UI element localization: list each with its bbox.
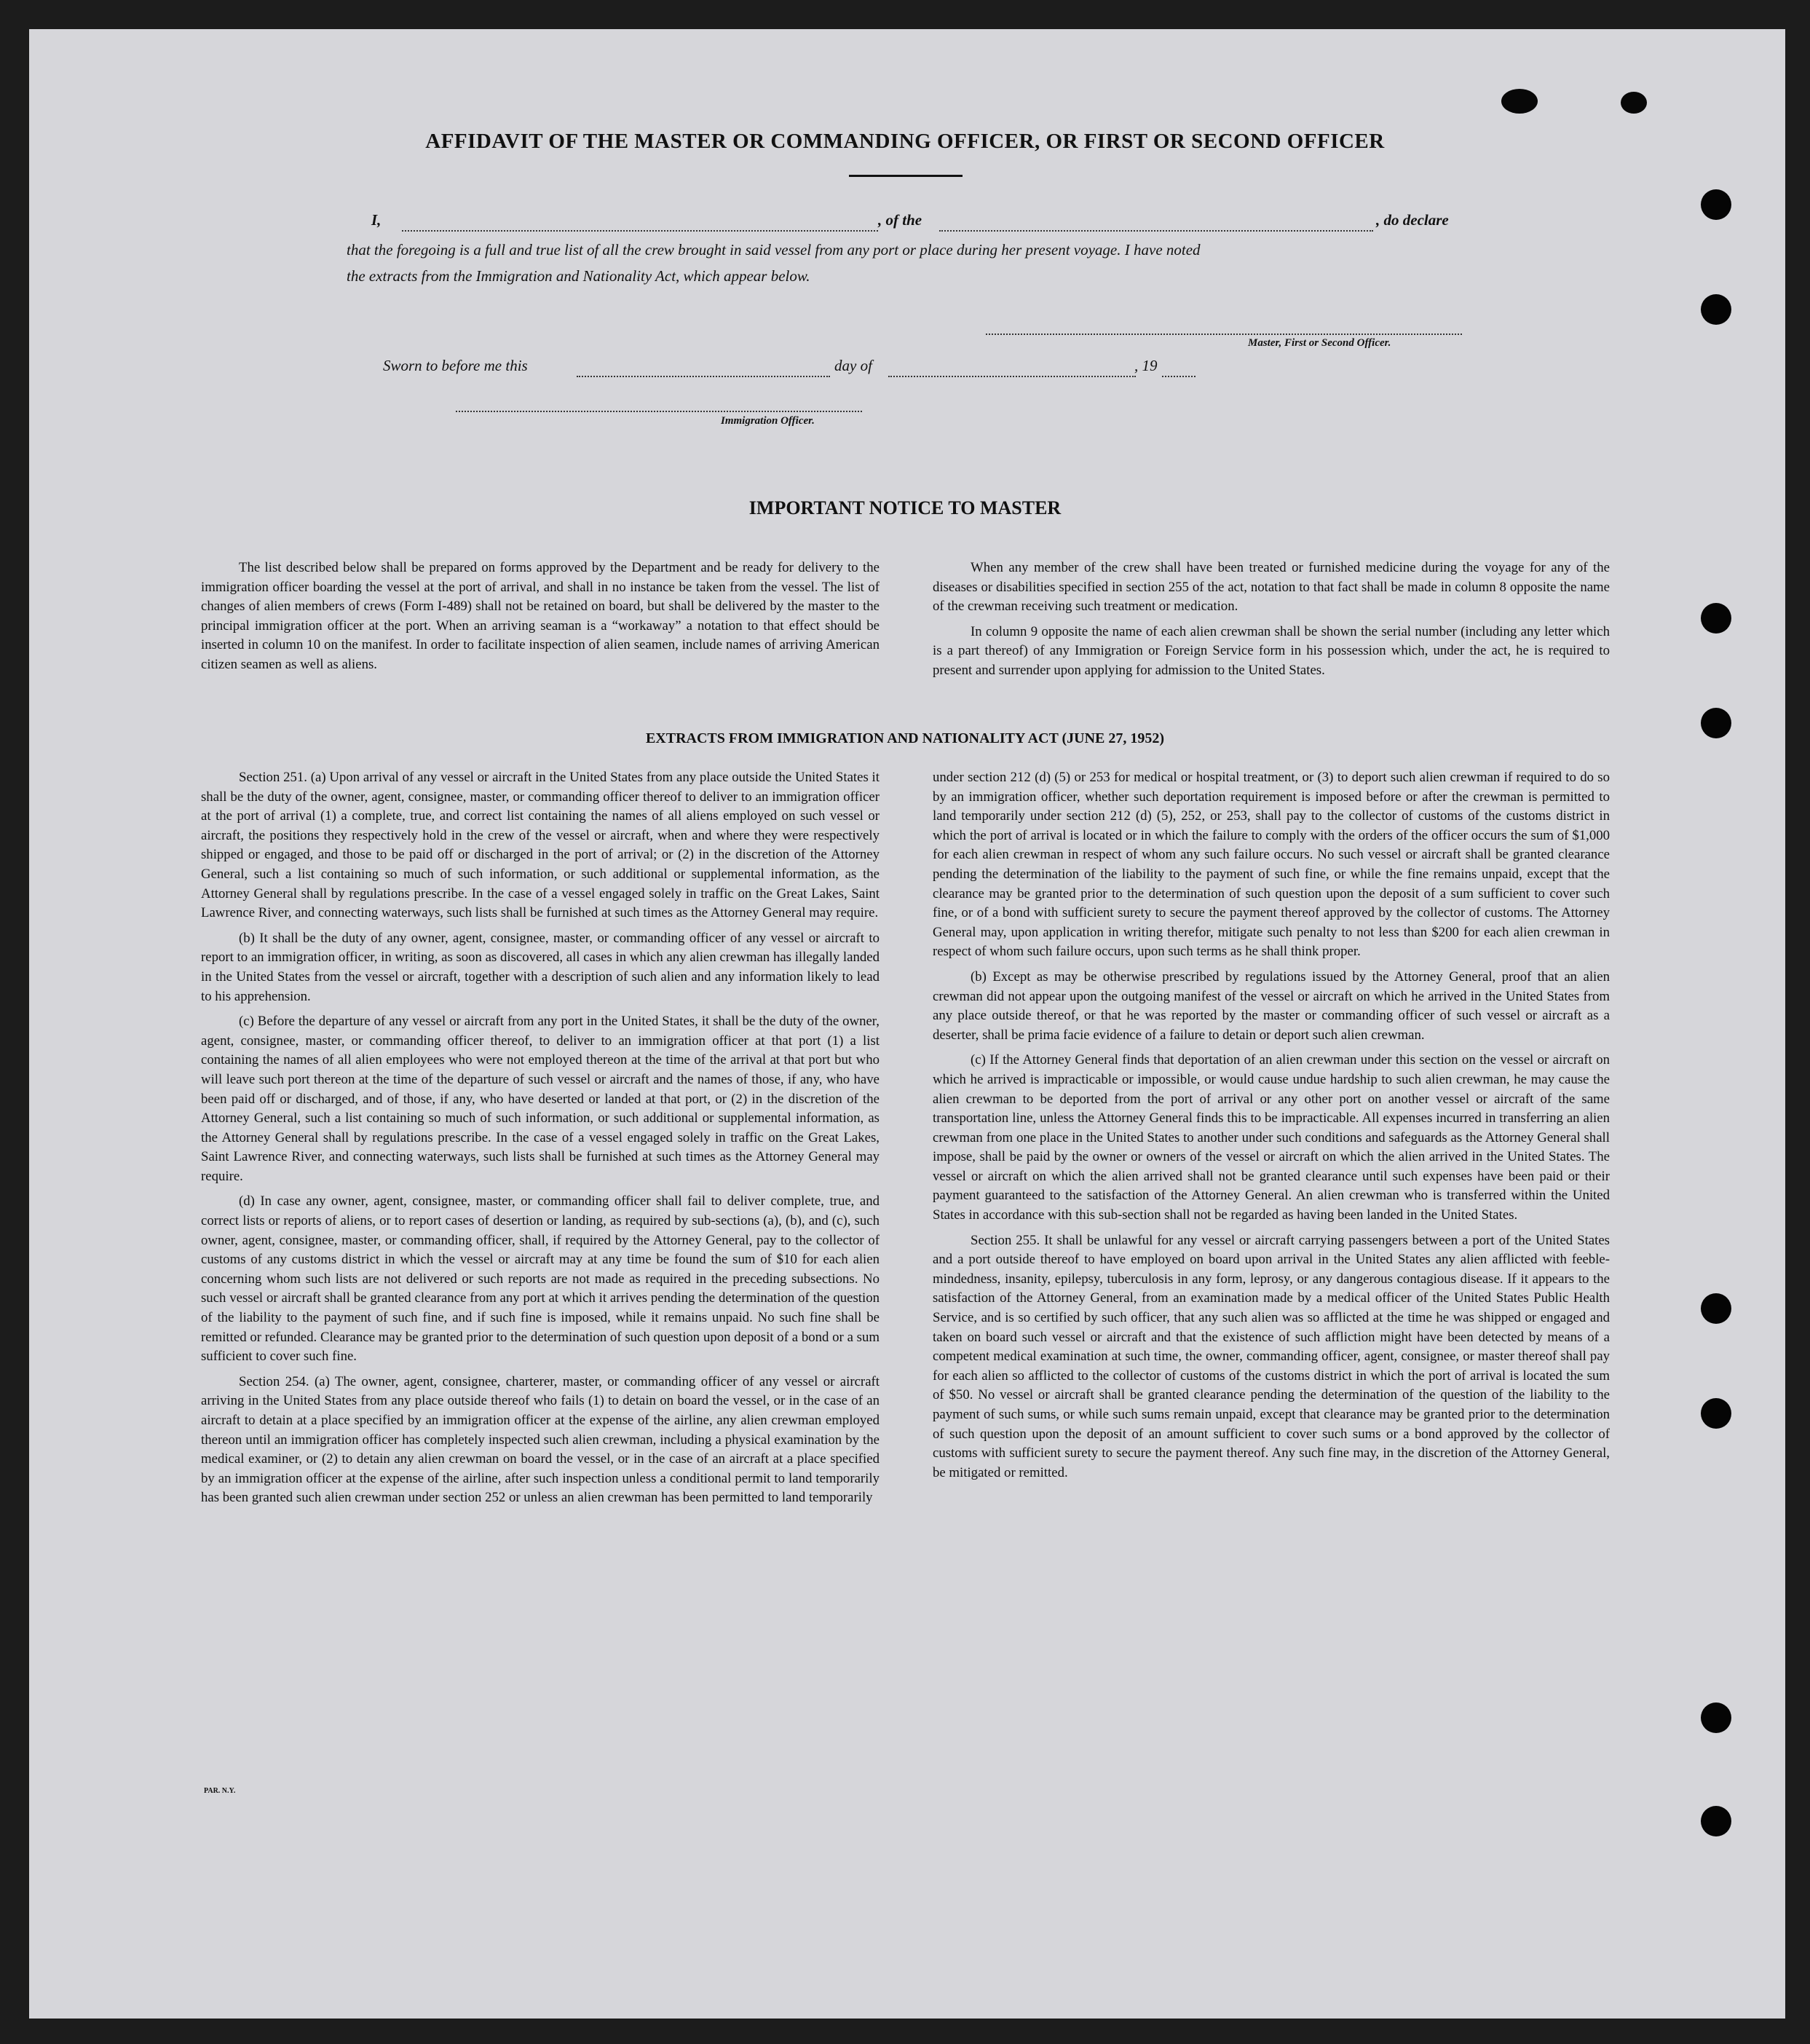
sworn-month-field[interactable] bbox=[888, 376, 1136, 377]
year-label: , 19 bbox=[1134, 357, 1158, 374]
extract-paragraph: (c) If the Attorney General finds that deportation of an alien crewman under this section on the vessel or aircraft on which he arrived is impracticable or impossible, or would cause undue hardship to such alien crewman, he may cause the alien crewman to be deported from the port of arrival or any other port on another vessel or aircraft of the same transportation line, unless the Attorney General finds this to be impracticable. All expenses incurred in transferring an alien crewman from one place in the United States to another under such conditions and safeguards as the Attorney General shall impose, shall be paid by the owner or owners of the vessel or aircraft on which the alien arrived in the United States. The vessel or aircraft on which the alien arrived shall not be granted clearance until such expenses have been paid or their payment guaranteed to the satisfaction of the Attorney General. An alien crewman who is transferred within the United States in accordance with this sub-section shall not be regarded as having been landed in the United States. bbox=[933, 1052, 1610, 1223]
notice-paragraph: The list described below shall be prepared on forms approved by the Department and be ready for delivery to the immigration officer boarding the vessel at the port of arrival, and shall in no instance be taken from the vessel. The list of changes of alien members of crews (Form I-489) shall not be retained on board, but shall be delivered by the master to the principal immigration officer at the port. When an arriving seaman is a “workaway” a notation to that effect should be inserted in column 10 on the manifest. In order to facilitate inspection of alien seamen, include names of arriving American citizen seamen as well as aliens. bbox=[201, 560, 880, 672]
page-title: AFFIDAVIT OF THE MASTER OR COMMANDING OFFICER, OR FIRST OR SECOND OFFICER bbox=[425, 130, 1385, 153]
statement-line-2: the extracts from the Immigration and Nationality Act, which appear below. bbox=[347, 267, 810, 285]
statement-line-1: that the foregoing is a full and true list of all the crew brought in said vessel from any port or place during her present voyage. I have noted bbox=[347, 241, 1201, 259]
extracts-right-column bbox=[933, 768, 1610, 1488]
day-of-label: day of bbox=[834, 357, 872, 374]
extracts-heading: EXTRACTS FROM IMMIGRATION AND NATIONALITY ACT (JUNE 27, 1952) bbox=[645, 730, 1165, 746]
extract-paragraph: Section 255. It shall be unlawful for any vessel or aircraft carrying passengers between a port of the United States and a port outside thereof to have employed on board upon arrival in the United States any alien afflicted with feeble-mindedness, insanity, epilepsy, tuberculosis in any form, leprosy, or any dangerous contagious disease. If it appears to the satisfaction of the Attorney General, from an examination made by a medical officer of the United States Public Health Service, and is so certified by such officer, that any such alien was so afflicted at the time he was shipped or engaged and taken on board such vessel or aircraft and that the existence of such affliction might have been detected by means of a competent medical examination at such time, the owner, commanding officer, agent, consignee, or master thereof shall pay for each alien so afflicted to the collector of customs of the customs district in which the port of arrival is located the sum of $50. No vessel or aircraft shall be granted clearance pending the determination of the question of the liability to the payment of such sums, or while such sums remain unpaid, except that clearance may be granted prior to the determination of such question upon the deposit of an amount sufficient to cover such sums or a bond approved by the collector of customs with sufficient surety to secure the payment thereof. Any such fine may, in the discretion of the Attorney General, be mitigated or remitted. bbox=[933, 1232, 1610, 1480]
printer-mark: PAR. N.Y. bbox=[204, 1787, 236, 1795]
master-signature-field[interactable] bbox=[986, 334, 1462, 335]
extracts-left-column bbox=[201, 768, 880, 1514]
punch-hole-2 bbox=[1701, 294, 1731, 325]
officer-signature-caption: Immigration Officer. bbox=[721, 415, 815, 427]
extract-paragraph: (d) In case any owner, agent, consignee, master, or commanding officer shall fail to deliver complete, true, and correct lists or reports of aliens, or to report cases of desertion or landing, as required by sub-sections (a), (b), and (c), such owner, agent, consignee, master, or commanding officer, shall, if required by the Attorney General, pay to the collector of customs of any customs district in which the vessel or aircraft may at any time be found the sum of $10 for each alien concerning whom such lists are not delivered or such reports are not made as required in the preceding subsections. No such vessel or aircraft shall be granted clearance from any port at which it arrives pending the determination of the question of the liability to the payment of such fine, and if such fine is imposed, while it remains unpaid. No such fine shall be remitted or refunded. Clearance may be granted prior to the determination of such question upon deposit of a bond or a sum sufficient to cover such fine. bbox=[201, 1193, 880, 1365]
title-divider bbox=[849, 175, 963, 177]
punch-hole-8 bbox=[1701, 1806, 1731, 1836]
punch-hole-5 bbox=[1701, 1293, 1731, 1324]
declarant-label: I, bbox=[371, 211, 382, 229]
vessel-name-field[interactable] bbox=[939, 230, 1373, 232]
extract-paragraph: (c) Before the departure of any vessel or aircraft from any port in the United States, it shall be the duty of the owner, agent, consignee, master, or commanding officer thereof, to deliver to an immigration officer at that port (1) a list containing the names of all alien employees who were not employed thereon at the time of the arrival at that port but who will leave such port thereon at the time of the departure of such vessel or aircraft and the names of those, if any, who have been paid off or discharged, and of those, if any, who have deserted or landed at that port, or (2) in the discretion of the Attorney General, such a list containing so much of such information, or such additional or supplemental information, as the Attorney General shall by regulations prescribe. In the case of a vessel engaged solely in traffic on the Great Lakes, Saint Lawrence River, and connecting waterways, such lists shall be furnished at such times as the Attorney General may require. bbox=[201, 1014, 880, 1184]
do-declare-label: , do declare bbox=[1376, 211, 1449, 229]
sworn-day-field[interactable] bbox=[577, 376, 830, 377]
master-signature-caption: Master, First or Second Officer. bbox=[1248, 337, 1391, 349]
declarant-name-field[interactable] bbox=[402, 230, 878, 232]
punch-hole-3 bbox=[1701, 603, 1731, 634]
extract-paragraph: (b) Except as may be otherwise prescribed by regulations issued by the Attorney General, proof that an alien crewman did not appear upon the outgoing manifest of the vessel or aircraft on which he arrived in the United States from any place outside thereof, or that he was reported by the master or commanding officer of such vessel or aircraft as a deserter, shall be prima facie evidence of a failure to detain or deport such alien crewman. bbox=[933, 968, 1610, 1043]
sworn-year-field[interactable] bbox=[1162, 376, 1196, 377]
extract-paragraph: under section 212 (d) (5) or 253 for medical or hospital treatment, or (3) to deport such alien crewman if required to do so by an immigration officer, whether such deportation requirement is imposed before or after the crewman is permitted to land temporarily under section 212 (d) (5), 252, or 253, shall pay to the collector of customs of the customs district in which the port of arrival is located or in which the failure to comply with the orders of the officer occurs the sum of $1,000 for each alien crewman in respect of whom any such failure occurs. No such vessel or aircraft shall be granted clearance pending the determination of the liability to the payment of such fine, or while the fine remains unpaid, except that the clearance may be granted prior to the determination of such question upon the deposit of a sum sufficient to cover such fine, or of a bond with sufficient surety to secure the payment thereof approved by the collector of customs. The Attorney General may, upon application in writing therefor, mitigate such penalty to not less than $200 for each alien crewman in respect of whom such failure occurs, upon such terms as he shall think proper. bbox=[933, 770, 1610, 960]
notice-left-column bbox=[201, 559, 880, 681]
extract-paragraph: Section 251. (a) Upon arrival of any vessel or aircraft in the United States from any place outside the United States it shall be the duty of the owner, agent, consignee, master, or commanding officer thereof to deliver to an immigration officer at the port of arrival (1) a complete, true, and correct list containing the names of all aliens employed on such vessel or aircraft, the positions they respectively hold in the crew of the vessel or aircraft, when and where they were respectively shipped or engaged, and those to be paid off or discharged in the port of arrival; or (2) in the discretion of the Attorney General, such a list containing so much of such information, or such additional or supplemental information, as the Attorney General shall by regulations prescribe. In the case of a vessel engaged solely in traffic on the Great Lakes, Saint Lawrence River, and connecting waterways, such lists shall be furnished at such times as the Attorney General may require. bbox=[201, 770, 880, 921]
notice-paragraph: When any member of the crew shall have been treated or furnished medicine during the voyage for any of the diseases or disabilities specified in section 255 of the act, notation to that fact shall be made in column 8 opposite the name of the crewman receiving such treatment or medication. bbox=[933, 560, 1610, 615]
ink-blot bbox=[1501, 89, 1538, 114]
ink-blot bbox=[1621, 92, 1647, 114]
notice-right-column bbox=[933, 559, 1610, 687]
punch-hole-6 bbox=[1701, 1398, 1731, 1429]
notice-heading: IMPORTANT NOTICE TO MASTER bbox=[748, 497, 1062, 518]
extract-paragraph: Section 254. (a) The owner, agent, consignee, charterer, master, or commanding officer of any vessel or aircraft arriving in the United States from any place outside thereof who fails (1) to detain on board the vessel, or in the case of an aircraft to detain at a place specified by an immigration officer at the expense of the airline, any alien crewman employed thereon until an immigration officer has completely inspected such alien crewman, including a physical examination by the medical examiner, or (2) to detain any alien crewman on board the vessel, or in the case of an aircraft at a place specified by an immigration officer at the expense of the airline, after such inspection unless a conditional permit to land temporarily has been granted such alien crewman under section 252 or unless an alien crewman has been permitted to land temporarily bbox=[201, 1373, 880, 1506]
extract-paragraph: (b) It shall be the duty of any owner, agent, consignee, master, or commanding officer of any vessel or aircraft to report to an immigration officer, in writing, as soon as discovered, all cases in which any alien crewman has illegally landed in the United States from the vessel or aircraft, together with a description of such alien and any information likely to lead to his apprehension. bbox=[201, 930, 880, 1004]
sworn-label: Sworn to before me this bbox=[383, 357, 528, 374]
punch-hole-7 bbox=[1701, 1702, 1731, 1733]
of-the-label: , of the bbox=[878, 211, 922, 229]
notice-paragraph: In column 9 opposite the name of each alien crewman shall be shown the serial number (including any letter which is a part thereof) of any Immigration or Foreign Service form in his possession which, under the act, he is required to present and surrender upon applying for admission to the United States. bbox=[933, 623, 1610, 678]
punch-hole-1 bbox=[1701, 189, 1731, 220]
officer-signature-field[interactable] bbox=[456, 411, 862, 412]
